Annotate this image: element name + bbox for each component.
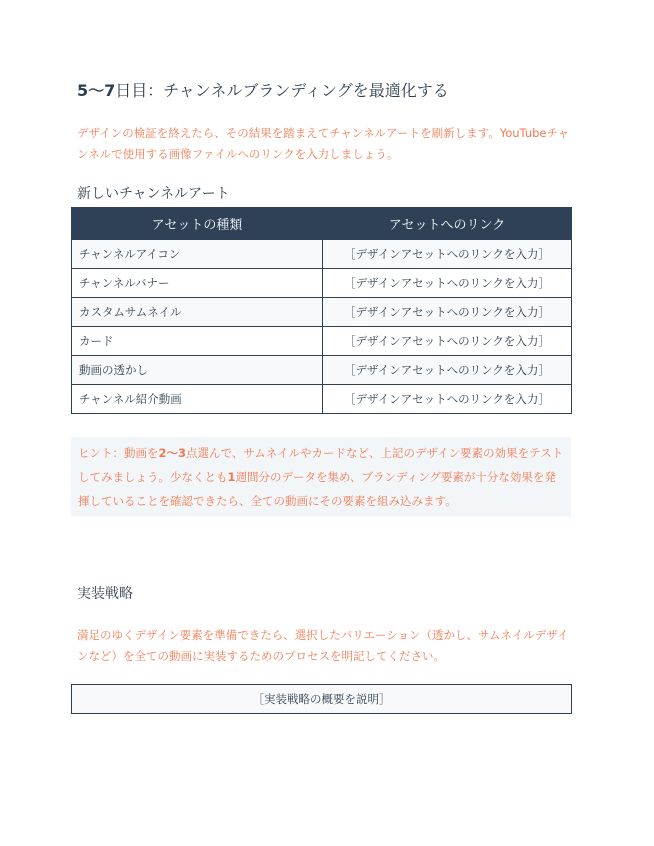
hint-bold-1: 2〜3 (158, 446, 187, 460)
asset-type-cell: チャンネルバナー (72, 269, 323, 298)
strategy-input-box[interactable] (71, 684, 572, 714)
table-row (72, 385, 572, 414)
strategy-paragraph: 満足のゆくデザイン要素を準備できたら、選択したバリエーション（透かし、サムネイルデザインなど）を全ての動画に実装するためのプロセスを明記してください。 (77, 628, 569, 663)
column-header-asset-type: アセットの種類 (72, 208, 323, 240)
table-row (72, 298, 572, 327)
hint-text-2: 点選んで、サムネイルやカードなど、上記のデザイン要素の効果をテストしてみましょう。少なくとも (78, 446, 564, 484)
asset-type-cell: カード (72, 327, 323, 356)
column-header-asset-link: アセットへのリンク (323, 208, 572, 240)
hint-text-1: ヒント：動画を (78, 446, 159, 460)
asset-type-cell: チャンネル紹介動画 (72, 385, 323, 414)
asset-link-cell[interactable]: ［デザインアセットへのリンクを入力］ (323, 356, 572, 385)
asset-link-cell[interactable]: ［デザインアセットへのリンクを入力］ (323, 298, 572, 327)
asset-link-cell[interactable]: ［デザインアセットへのリンクを入力］ (323, 269, 572, 298)
table-row (72, 269, 572, 298)
asset-type-cell: 動画の透かし (72, 356, 323, 385)
table-row (72, 327, 572, 356)
asset-link-cell[interactable]: ［デザインアセットへのリンクを入力］ (323, 327, 572, 356)
title-day-range: 5〜7 (77, 81, 116, 100)
hint-box (71, 437, 571, 517)
section-heading-channel-art: 新しいチャンネルアート (77, 186, 230, 202)
page-title (77, 78, 449, 101)
strategy-placeholder: ［実装戦略の概要を説明］ (252, 692, 391, 706)
table-row (72, 240, 572, 269)
asset-type-cell: カスタムサムネイル (72, 298, 323, 327)
asset-type-cell: チャンネルアイコン (72, 240, 323, 269)
asset-table (71, 207, 572, 414)
intro-paragraph: デザインの検証を終えたら、その結果を踏まえてチャンネルアートを刷新します。YouTubeチャンネルで使用する画像ファイルへのリンクを入力しましょう。 (77, 126, 570, 161)
section-heading-implementation: 実装戦略 (77, 586, 133, 602)
asset-link-cell[interactable]: ［デザインアセットへのリンクを入力］ (323, 385, 572, 414)
table-header-row (72, 208, 572, 240)
hint-bold-2: 1 (227, 470, 236, 484)
asset-link-cell[interactable]: ［デザインアセットへのリンクを入力］ (323, 240, 572, 269)
table-row (72, 356, 572, 385)
hint-text-3: 週間分のデータを集め、ブランディング要素が十分な効果を発揮していることを確認できたら、全ての動画にその要素を組み込みます。 (78, 470, 556, 508)
title-text: 日目：チャンネルブランディングを最適化する (115, 81, 449, 100)
